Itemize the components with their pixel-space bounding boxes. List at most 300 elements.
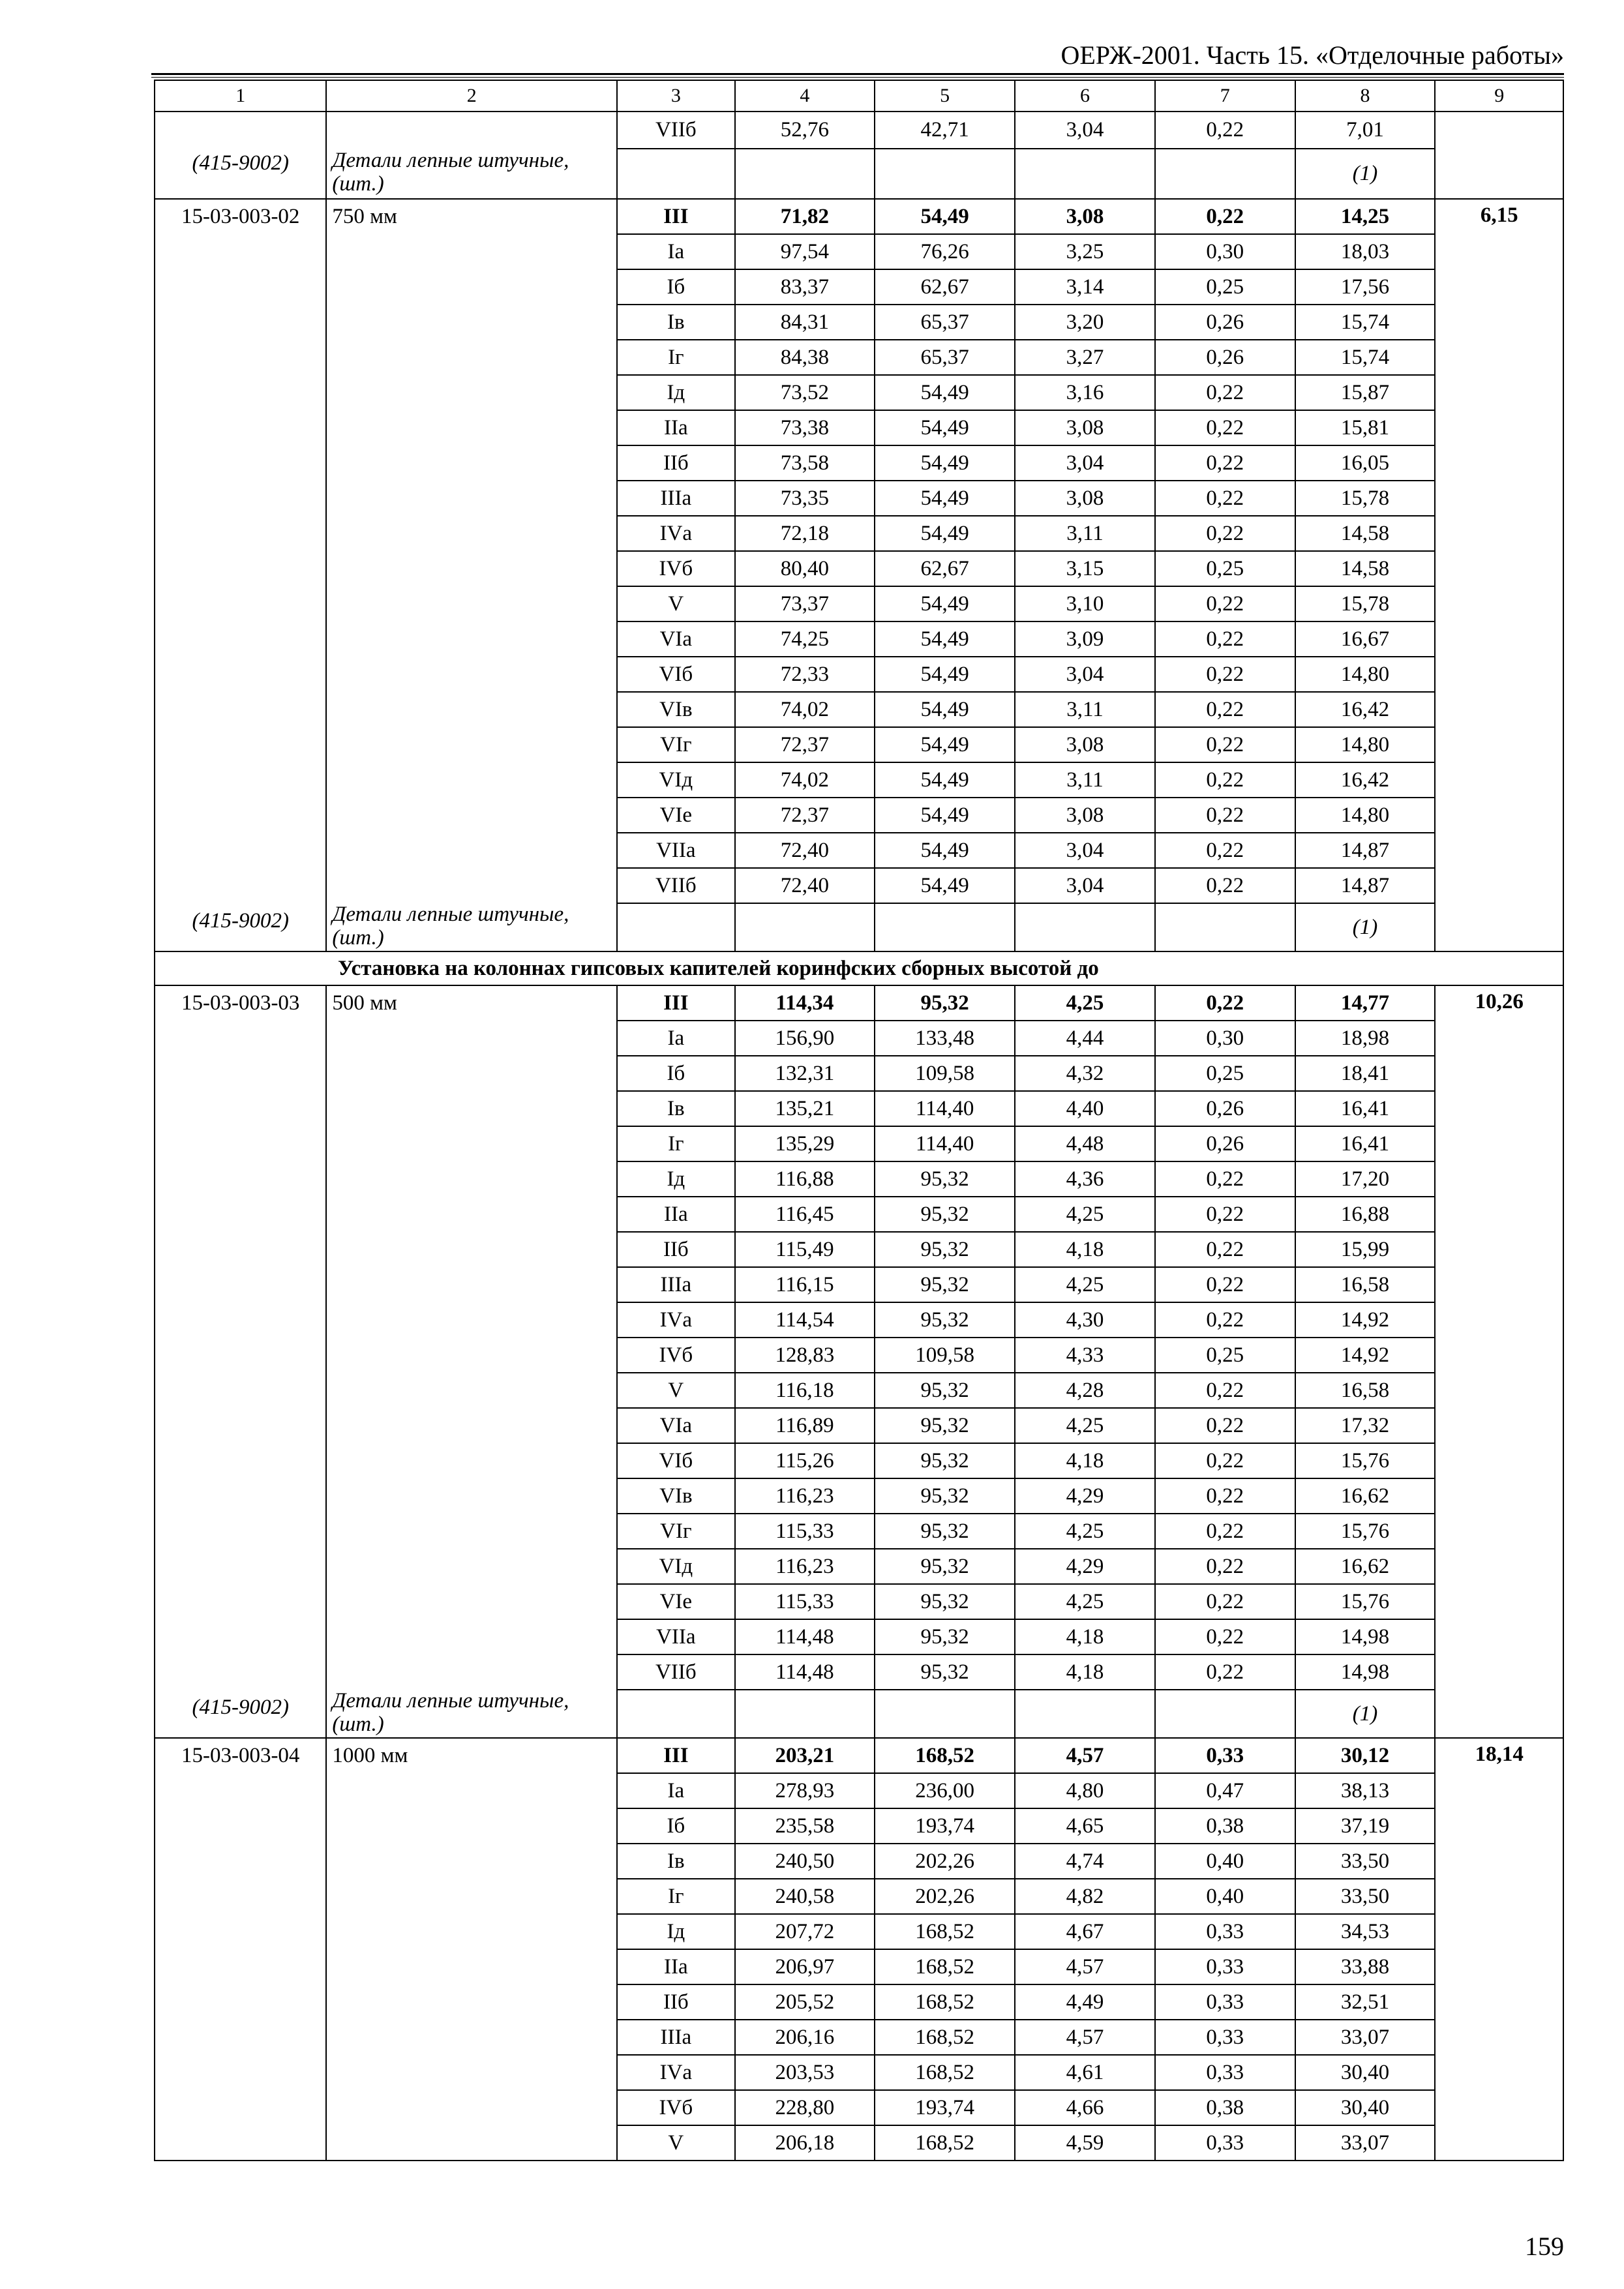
table-cell: 168,52 (875, 1984, 1015, 2020)
column-number: 7 (1155, 80, 1295, 112)
table-cell: 73,38 (735, 410, 875, 445)
code-cell (155, 985, 326, 1738)
table-cell: 205,52 (735, 1984, 875, 2020)
table-cell: 14,92 (1295, 1302, 1436, 1338)
table-cell: 0,22 (1155, 762, 1295, 798)
table-cell: 54,49 (875, 445, 1015, 481)
col9-cell (1435, 985, 1563, 1738)
table-cell: 16,58 (1295, 1267, 1436, 1302)
table-cell: 54,49 (875, 375, 1015, 410)
table-cell: 52,76 (735, 112, 875, 149)
table-cell: 4,59 (1015, 2125, 1155, 2161)
table-cell: 0,22 (1155, 868, 1295, 903)
table-cell: 3,08 (1015, 410, 1155, 445)
table-cell: 72,40 (735, 868, 875, 903)
table-cell: 3,11 (1015, 692, 1155, 727)
table-cell: 240,58 (735, 1879, 875, 1914)
table-cell: IVа (617, 2055, 734, 2090)
table-cell: 95,32 (875, 1654, 1015, 1690)
table-cell: VIв (617, 692, 734, 727)
table-cell: 4,25 (1015, 1514, 1155, 1549)
document-header-title: ОЕРЖ-2001. Часть 15. «Отделочные работы» (1060, 40, 1564, 70)
empty-cell (875, 149, 1015, 199)
table-cell: 71,82 (735, 199, 875, 234)
table-cell: 193,74 (875, 2090, 1015, 2125)
table-cell: 72,40 (735, 833, 875, 868)
table-cell: 16,41 (1295, 1091, 1436, 1126)
col9-cell (1435, 1738, 1563, 2161)
table-cell: 54,49 (875, 481, 1015, 516)
table-cell: 116,23 (735, 1478, 875, 1514)
table-cell: 0,22 (1155, 727, 1295, 762)
table-cell: 0,22 (1155, 199, 1295, 234)
table-cell: 33,07 (1295, 2020, 1436, 2055)
empty-cell (735, 149, 875, 199)
column-number: 4 (735, 80, 875, 112)
table-cell: IVа (617, 1302, 734, 1338)
section-heading-row (155, 951, 1563, 985)
table-cell: 0,30 (1155, 234, 1295, 269)
table-cell: 116,18 (735, 1373, 875, 1408)
table-cell: 168,52 (875, 2125, 1015, 2161)
table-cell: 54,49 (875, 868, 1015, 903)
table-cell: 3,11 (1015, 762, 1155, 798)
table-cell: 0,22 (1155, 1443, 1295, 1478)
table-cell: 115,49 (735, 1232, 875, 1267)
table-cell: 168,52 (875, 2055, 1015, 2090)
table-cell: 0,40 (1155, 1844, 1295, 1879)
table-cell: 4,18 (1015, 1232, 1155, 1267)
table-cell: 95,32 (875, 1478, 1015, 1514)
table-cell: 30,40 (1295, 2055, 1436, 2090)
material-value: (1) (1295, 903, 1436, 951)
table-cell: 54,49 (875, 798, 1015, 833)
material-value: (1) (1295, 149, 1436, 199)
table-cell: 73,37 (735, 586, 875, 621)
name-cell (326, 112, 617, 199)
table-cell: 72,18 (735, 516, 875, 551)
table-cell: 3,04 (1015, 657, 1155, 692)
rate-name: 750 мм (332, 205, 397, 228)
empty-cell (1155, 903, 1295, 951)
table-cell: VIIа (617, 1619, 734, 1654)
table-cell: 0,22 (1155, 1161, 1295, 1197)
rates-table (154, 80, 1564, 2161)
table-cell: VIе (617, 798, 734, 833)
empty-cell (617, 1690, 734, 1738)
table-cell: 17,56 (1295, 269, 1436, 305)
table-cell: 0,25 (1155, 1338, 1295, 1373)
table-cell: 14,98 (1295, 1619, 1436, 1654)
table-cell: 95,32 (875, 1584, 1015, 1619)
col9-cell (1435, 199, 1563, 951)
table-cell: VIв (617, 1478, 734, 1514)
table-cell: 42,71 (875, 112, 1015, 149)
table-cell: 3,04 (1015, 445, 1155, 481)
table-cell: 0,22 (1155, 985, 1295, 1021)
table-cell: Iд (617, 1161, 734, 1197)
table-cell: 116,23 (735, 1549, 875, 1584)
table-cell: IVб (617, 1338, 734, 1373)
table-cell: 114,48 (735, 1654, 875, 1690)
table-cell: IIIа (617, 481, 734, 516)
table-cell: 4,25 (1015, 1267, 1155, 1302)
table-cell: 72,37 (735, 798, 875, 833)
table-cell: 73,35 (735, 481, 875, 516)
table-cell: 0,22 (1155, 481, 1295, 516)
table-cell: 95,32 (875, 1232, 1015, 1267)
table-cell: Iб (617, 1056, 734, 1091)
table-cell: 114,48 (735, 1619, 875, 1654)
table-cell: 14,92 (1295, 1338, 1436, 1373)
table-cell: 3,14 (1015, 269, 1155, 305)
material-name: Детали лепные штучные, (шт.) (332, 1689, 569, 1736)
table-cell: 0,22 (1155, 1373, 1295, 1408)
table-cell: Iг (617, 1126, 734, 1161)
table-cell: 14,80 (1295, 727, 1436, 762)
table-cell: 54,49 (875, 657, 1015, 692)
rate-code: 15-03-003-04 (181, 1744, 300, 1767)
table-cell: VIд (617, 1549, 734, 1584)
table-cell: 16,58 (1295, 1373, 1436, 1408)
table-cell: 4,29 (1015, 1478, 1155, 1514)
table-cell: 95,32 (875, 1302, 1015, 1338)
table-cell: 16,41 (1295, 1126, 1436, 1161)
table-cell: 168,52 (875, 1738, 1015, 1773)
table-cell: 15,99 (1295, 1232, 1436, 1267)
table-cell: 4,32 (1015, 1056, 1155, 1091)
table-cell: 54,49 (875, 692, 1015, 727)
table-cell: 115,26 (735, 1443, 875, 1478)
table-cell: 74,02 (735, 692, 875, 727)
table-cell: 0,22 (1155, 112, 1295, 149)
column-number: 5 (875, 80, 1015, 112)
table-cell: 14,80 (1295, 657, 1436, 692)
table-cell: 62,67 (875, 551, 1015, 586)
table-cell: Iд (617, 375, 734, 410)
table-cell: 114,40 (875, 1091, 1015, 1126)
table-cell: 114,40 (875, 1126, 1015, 1161)
table-cell: 0,38 (1155, 1808, 1295, 1844)
table-cell: VIб (617, 657, 734, 692)
table-cell: VIд (617, 762, 734, 798)
table-cell: 14,98 (1295, 1654, 1436, 1690)
table-cell: 15,76 (1295, 1443, 1436, 1478)
table-cell: 168,52 (875, 1914, 1015, 1949)
table-cell: 15,74 (1295, 305, 1436, 340)
table-cell: 4,25 (1015, 985, 1155, 1021)
table-cell: 128,83 (735, 1338, 875, 1373)
table-cell: VIа (617, 1408, 734, 1443)
table-cell: 15,76 (1295, 1584, 1436, 1619)
table-cell: 3,08 (1015, 481, 1155, 516)
name-cell (326, 985, 617, 1738)
empty-cell (1015, 149, 1155, 199)
table-cell: 54,49 (875, 199, 1015, 234)
table-cell: 4,61 (1015, 2055, 1155, 2090)
empty-cell (1015, 903, 1155, 951)
table-cell: 0,40 (1155, 1879, 1295, 1914)
table-cell: Iг (617, 1879, 734, 1914)
table-cell: IIб (617, 1984, 734, 2020)
table-cell: 4,18 (1015, 1443, 1155, 1478)
table-cell: IVб (617, 551, 734, 586)
table-cell: VIIа (617, 833, 734, 868)
table-cell: 0,22 (1155, 1584, 1295, 1619)
table-cell: 3,04 (1015, 112, 1155, 149)
rate-code: 15-03-003-03 (181, 991, 300, 1015)
table-cell: 4,40 (1015, 1091, 1155, 1126)
table-cell: 3,20 (1015, 305, 1155, 340)
table-cell: 168,52 (875, 2020, 1015, 2055)
table-cell: 54,49 (875, 621, 1015, 657)
table-cell: 0,33 (1155, 1738, 1295, 1773)
table-cell: 32,51 (1295, 1984, 1436, 2020)
rate-name: 1000 мм (332, 1744, 408, 1767)
table-cell: IIб (617, 445, 734, 481)
table-cell: 14,87 (1295, 833, 1436, 868)
table-cell: 114,54 (735, 1302, 875, 1338)
table-cell: IIIа (617, 2020, 734, 2055)
code-cell (155, 1738, 326, 2161)
table-cell: VIг (617, 727, 734, 762)
table-cell: 132,31 (735, 1056, 875, 1091)
table-cell: 30,40 (1295, 2090, 1436, 2125)
table-cell: 0,22 (1155, 1549, 1295, 1584)
material-code: (415-9002) (192, 909, 289, 933)
table-cell: 168,52 (875, 1949, 1015, 1984)
table-cell: 4,25 (1015, 1408, 1155, 1443)
table-cell: 0,22 (1155, 1478, 1295, 1514)
table-cell: 0,33 (1155, 2020, 1295, 2055)
table-cell: 16,62 (1295, 1549, 1436, 1584)
col9-cell (1435, 112, 1563, 199)
rates-table-body (155, 80, 1563, 2161)
table-cell: 15,87 (1295, 375, 1436, 410)
table-cell: VIIб (617, 868, 734, 903)
table-cell: Iг (617, 340, 734, 375)
table-cell: 4,65 (1015, 1808, 1155, 1844)
name-cell (326, 1738, 617, 2161)
table-cell: 73,58 (735, 445, 875, 481)
table-cell: 95,32 (875, 1619, 1015, 1654)
table-cell: IIа (617, 1949, 734, 1984)
table-cell: 203,53 (735, 2055, 875, 2090)
table-cell: 15,81 (1295, 410, 1436, 445)
table-cell: 0,22 (1155, 445, 1295, 481)
table-cell: 193,74 (875, 1808, 1015, 1844)
table-cell: VIIб (617, 1654, 734, 1690)
table-cell: 54,49 (875, 516, 1015, 551)
table-cell: 116,45 (735, 1197, 875, 1232)
table-cell: 0,33 (1155, 2125, 1295, 2161)
table-cell: 0,25 (1155, 269, 1295, 305)
table-cell: 3,04 (1015, 833, 1155, 868)
table-cell: 18,98 (1295, 1021, 1436, 1056)
table-cell: 3,08 (1015, 727, 1155, 762)
table-cell: IVб (617, 2090, 734, 2125)
table-cell: 3,11 (1015, 516, 1155, 551)
table-cell: Iа (617, 1773, 734, 1808)
table-cell: 202,26 (875, 1844, 1015, 1879)
table-cell: V (617, 1373, 734, 1408)
table-cell: 4,18 (1015, 1619, 1155, 1654)
table-cell: 203,21 (735, 1738, 875, 1773)
table-cell: 278,93 (735, 1773, 875, 1808)
empty-cell (875, 903, 1015, 951)
table-cell: 0,22 (1155, 586, 1295, 621)
header-rule-thin (151, 77, 1564, 78)
empty-cell (735, 1690, 875, 1738)
empty-cell (617, 903, 734, 951)
table-cell: Iб (617, 1808, 734, 1844)
table-cell: 4,66 (1015, 2090, 1155, 2125)
table-cell: 0,22 (1155, 410, 1295, 445)
empty-cell (875, 1690, 1015, 1738)
material-code: (415-9002) (192, 1696, 289, 1719)
table-cell: 4,30 (1015, 1302, 1155, 1338)
table-cell: 0,22 (1155, 1302, 1295, 1338)
table-cell: 16,88 (1295, 1197, 1436, 1232)
table-cell: Iб (617, 269, 734, 305)
table-cell: 4,44 (1015, 1021, 1155, 1056)
table-cell: 16,42 (1295, 762, 1436, 798)
table-cell: Iд (617, 1914, 734, 1949)
table-cell: 14,87 (1295, 868, 1436, 903)
table-cell: 33,88 (1295, 1949, 1436, 1984)
table-cell: 17,20 (1295, 1161, 1436, 1197)
table-cell: 0,25 (1155, 551, 1295, 586)
table-cell: 0,22 (1155, 692, 1295, 727)
page-number: 159 (1525, 2232, 1564, 2261)
table-cell: 3,10 (1015, 586, 1155, 621)
table-cell: 15,78 (1295, 586, 1436, 621)
table-cell: 228,80 (735, 2090, 875, 2125)
empty-cell (1015, 1690, 1155, 1738)
table-cell: Iа (617, 234, 734, 269)
column-number-row (155, 80, 1563, 112)
table-cell: 15,74 (1295, 340, 1436, 375)
table-cell: 115,33 (735, 1584, 875, 1619)
table-cell: 156,90 (735, 1021, 875, 1056)
table-cell: 95,32 (875, 1408, 1015, 1443)
table-cell: 0,22 (1155, 1619, 1295, 1654)
table-cell: 206,16 (735, 2020, 875, 2055)
table-cell: 3,08 (1015, 199, 1155, 234)
table-cell: 4,57 (1015, 2020, 1155, 2055)
table-cell: III (617, 1738, 734, 1773)
table-cell: 0,22 (1155, 1654, 1295, 1690)
table-cell: 97,54 (735, 234, 875, 269)
table-cell: 135,21 (735, 1091, 875, 1126)
table-cell: 0,26 (1155, 1091, 1295, 1126)
table-cell: 14,58 (1295, 551, 1436, 586)
table-cell: 84,38 (735, 340, 875, 375)
table-cell: 16,05 (1295, 445, 1436, 481)
table-cell: 15,76 (1295, 1514, 1436, 1549)
table-cell: 54,49 (875, 410, 1015, 445)
table-cell: 0,33 (1155, 1914, 1295, 1949)
table-cell: 15,78 (1295, 481, 1436, 516)
table-cell: 3,08 (1015, 798, 1155, 833)
table-cell: 74,25 (735, 621, 875, 657)
column-number: 2 (326, 80, 617, 112)
rate-name: 500 мм (332, 991, 397, 1015)
column-number: 3 (617, 80, 734, 112)
table-cell: 14,58 (1295, 516, 1436, 551)
table-cell: 0,22 (1155, 798, 1295, 833)
empty-cell (735, 903, 875, 951)
rate-code: 15-03-003-02 (181, 205, 300, 228)
table-cell: 14,25 (1295, 199, 1436, 234)
table-cell: IIа (617, 410, 734, 445)
table-row (155, 199, 1563, 234)
table-cell: 115,33 (735, 1514, 875, 1549)
table-cell: 0,33 (1155, 1984, 1295, 2020)
table-cell: 38,13 (1295, 1773, 1436, 1808)
code-cell (155, 112, 326, 199)
table-cell: 74,02 (735, 762, 875, 798)
table-cell: 80,40 (735, 551, 875, 586)
table-cell: 0,26 (1155, 305, 1295, 340)
table-cell: 4,25 (1015, 1197, 1155, 1232)
table-cell: 109,58 (875, 1338, 1015, 1373)
table-cell: 16,67 (1295, 621, 1436, 657)
table-cell: V (617, 2125, 734, 2161)
table-cell: 4,48 (1015, 1126, 1155, 1161)
table-cell: IIб (617, 1232, 734, 1267)
empty-cell (1155, 1690, 1295, 1738)
table-cell: 0,33 (1155, 1949, 1295, 1984)
table-cell: 34,53 (1295, 1914, 1436, 1949)
table-cell: 116,15 (735, 1267, 875, 1302)
table-cell: 4,57 (1015, 1738, 1155, 1773)
table-cell: 4,74 (1015, 1844, 1155, 1879)
table-cell: 95,32 (875, 1161, 1015, 1197)
material-name: Детали лепные штучные, (шт.) (332, 149, 569, 196)
table-cell: 236,00 (875, 1773, 1015, 1808)
table-cell: 54,49 (875, 762, 1015, 798)
table-cell: 3,16 (1015, 375, 1155, 410)
table-cell: 62,67 (875, 269, 1015, 305)
table-cell: 4,82 (1015, 1879, 1155, 1914)
empty-cell (617, 149, 734, 199)
table-cell: IVа (617, 516, 734, 551)
table-cell: 72,37 (735, 727, 875, 762)
table-cell: III (617, 199, 734, 234)
table-cell: 17,32 (1295, 1408, 1436, 1443)
table-cell: 18,41 (1295, 1056, 1436, 1091)
table-cell: Iа (617, 1021, 734, 1056)
table-cell: 207,72 (735, 1914, 875, 1949)
table-cell: 4,49 (1015, 1984, 1155, 2020)
table-cell: 95,32 (875, 1373, 1015, 1408)
table-cell: 83,37 (735, 269, 875, 305)
table-cell: V (617, 586, 734, 621)
table-cell: 33,50 (1295, 1844, 1436, 1879)
table-cell: Iв (617, 305, 734, 340)
column-number: 9 (1435, 80, 1563, 112)
table-cell: 95,32 (875, 1267, 1015, 1302)
table-cell: 95,32 (875, 1549, 1015, 1584)
table-cell: 65,37 (875, 340, 1015, 375)
table-cell: 116,89 (735, 1408, 875, 1443)
column-number: 6 (1015, 80, 1155, 112)
table-cell: IIа (617, 1197, 734, 1232)
empty-cell (1155, 149, 1295, 199)
table-row (155, 1738, 1563, 1773)
table-cell: Iв (617, 1844, 734, 1879)
